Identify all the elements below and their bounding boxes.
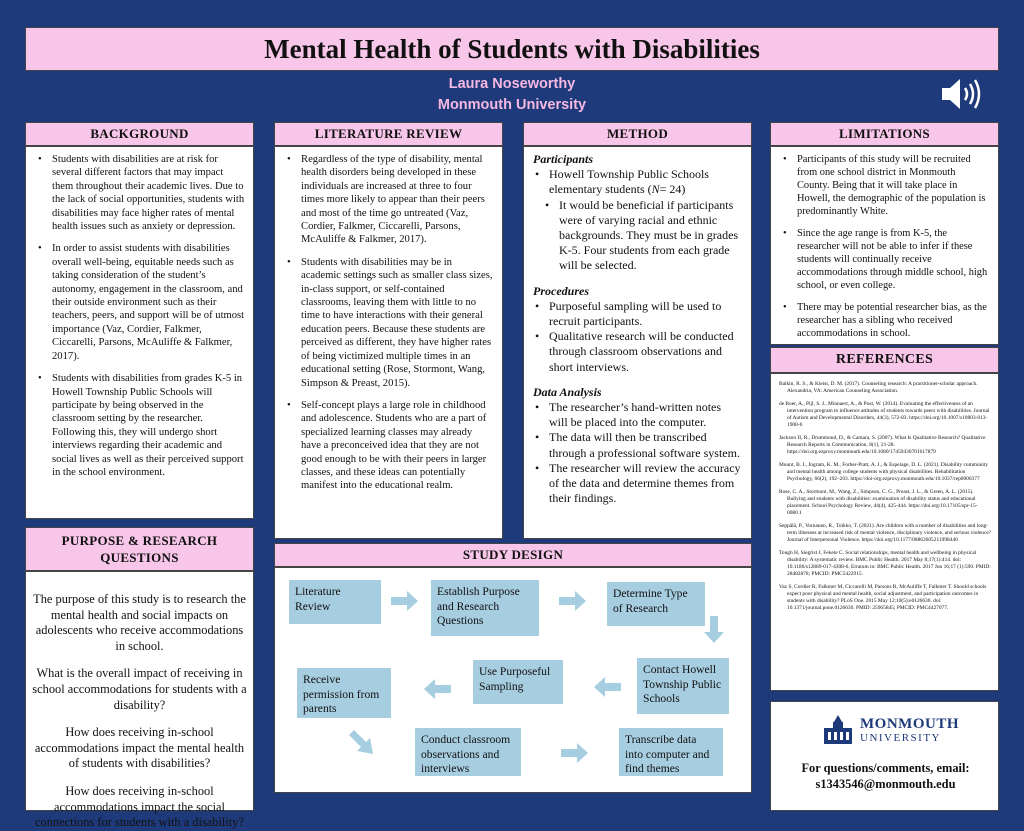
reference-entry: Rose, C. A., Stormont, M., Wang, Z., Simpson, C. G., Preast, J. L., & Green, A. L. (2015). Bullying and students with disabilities: examination of disability status and educational placement. School Psychology Review, 44(4), 425-444. https://doi.org/10.17105/spr-15-0080.1	[779, 489, 978, 516]
logo-subtitle: UNIVERSITY	[860, 731, 941, 744]
purpose-statement: The purpose of this study is to research the mental health and social impacts on adolescents who receive accommodations in school.	[33, 592, 246, 653]
flow-step-establish-purpose: Establish Purpose and Research Questions	[431, 580, 539, 636]
limitation-item: • Since the age range is from K-5, the researcher will not be able to infer if these students will continually receive accommodations through middle school, high school, or even college.	[779, 227, 990, 292]
procedures-item: • Purposeful sampling will be used to recruit participants.	[533, 299, 742, 329]
limitation-item: • There may be potential researcher bias, as the researcher has a sibling who received accommodations in school.	[779, 301, 990, 340]
reference-entry: de Boer, A., Pijl, S. J., Minnaert, A., & Post, W. (2014). Evaluating the effectiveness of an intervention program to influence attitudes of students towards peers with disabilities. Journal of Autism and Developmental Disorders, 44(3), 572-83. https://doi.org/10.1007/s10803-013-1908-6	[779, 401, 990, 428]
purpose-panel	[25, 571, 254, 830]
arrow-diagonal-icon	[347, 728, 375, 756]
reference-entry: Vaz S, Cordier R, Falkmer M, Ciccarelli M, Parsons R, McAuliffe T, Falkmer T. Should schools expect poor physical and mental health, social adjustment, and participation outcomes in students with disability? PLoS One. 2015 May 12;10(5):e0126630. doi: 10.1371/journal.pone.0126630. PMID: 25965845; PMCID: PMC4427077.	[779, 584, 987, 611]
arrow-right-icon	[391, 590, 419, 612]
reference-entry: Balkin, R. S., & Kleist, D. M. (2017). Counseling research: A practitioner-scholar approach. Alexandria, VA: American Counseling Association.	[779, 381, 978, 394]
author-name: Laura Noseworthy	[448, 76, 576, 92]
contact-email[interactable]: s1343546@monmouth.edu	[815, 777, 956, 791]
flow-step-parent-permission: Receive permission from parents	[297, 668, 391, 718]
analysis-item: • The researcher will review the accuracy of the data and determine themes from their findings.	[533, 461, 742, 507]
procedures-label: Procedures	[533, 283, 589, 298]
participants-subitem: • It would be beneficial if participants were of varying racial and ethnic backgrounds. They must be in grades K-5. Four students from each grade will be selected.	[533, 198, 742, 274]
limitations-heading: LIMITATIONS	[770, 122, 999, 146]
study-design-heading: STUDY DESIGN	[274, 543, 752, 567]
literature-item: • Students with disabilities may be in academic settings such as smaller class sizes, in-class support, or self-contained classrooms, leaving them with little to no time to have interactions with their general education peers. Because these students are perceived as different, they have higher rates of being victimized multiple times in an educational setting (Rose, Stormont, Wang, Simpson & Preast, 2015).	[283, 256, 494, 390]
reference-entry: Tough H, Siegrist J, Fekete C. Social relationships, mental health and wellbeing in physical disability: A systematic review. BMC Public Health. 2017 May 8;17(1):414. doi: 10.1186/s12889-017-4308-6. Erratum in: BMC Public Health. 2017 Jun 16;17 (1):590. PMID: 28482878; PMCID: PMC5422915.	[779, 550, 991, 577]
participants-item: • Howell Township Public Schools elementary students (N= 24)	[533, 167, 742, 197]
research-question: What is the overall impact of receiving in school accommodations for students with a disability?	[32, 666, 247, 712]
references-heading: REFERENCES	[770, 347, 999, 373]
background-item: • In order to assist students with disabilities overall well-being, equitable needs such as taking consideration of the student’s autonomy, engagement in the classroom, and their outside environment such as their teachers, peers, and support will be of utmost importance (Vaz, Cordier, Falkmer, Ciccarelli, Parsons, McAuliffe & Falkmer, 2017).	[34, 242, 245, 363]
poster-title: Mental Health of Students with Disabilities	[25, 27, 999, 71]
literature-item: • Self-concept plays a large role in childhood and adolescence. Students who are a part of specialized learning classes may already have a preconceived idea that they are not good enough to be with their peers in larger classes, and these ideas can potentially manifest into the educational realm.	[283, 399, 494, 493]
contact-panel	[770, 701, 999, 811]
flow-step-purposeful-sampling: Use Purposeful Sampling	[473, 660, 563, 704]
background-item: • Students with disabilities are at risk for several different factors that may impact them throughout their academic lives. Due to the lack of social opportunities, students with disabilities may face higher rates of mental health issues such as anxiety or depression.	[34, 153, 245, 233]
procedures-item: • Qualitative research will be conducted through classroom observations and short interviews.	[533, 329, 742, 375]
author-block	[0, 74, 1024, 116]
limitation-item: • Participants of this study will be recruited from one school district in Monmouth County. Being that it will take place in Howell, the demographic of the population is predominantly White.	[779, 153, 990, 218]
arrow-down-icon	[703, 616, 725, 644]
research-question: How does receiving in-school accommodations impact the mental health of students with disabilities?	[34, 725, 245, 771]
university-logo	[821, 714, 959, 746]
participants-label: Participants	[533, 152, 594, 166]
flow-step-contact-schools: Contact Howell Township Public Schools	[637, 658, 729, 714]
flow-step-conduct-observations: Conduct classroom observations and interviews	[415, 728, 521, 776]
references-panel	[770, 373, 999, 691]
arrow-left-icon	[593, 676, 621, 698]
method-heading: METHOD	[523, 122, 752, 146]
analysis-item: • The researcher’s hand-written notes will be placed into the computer.	[533, 400, 742, 430]
analysis-item: • The data will then be transcribed through a professional software system.	[533, 430, 742, 460]
research-question: How does receiving in-school accommodations impact the social connections for students with a disability?	[35, 783, 244, 830]
reference-entry: Jackson II, R., Drummond, D., & Camara, S. (2007). What Is Qualitative Research? Qualitative Research Reports in Communication, 8(1), 21-28. https://doi.org.ezproxy.monmouth.edu/10.1080/17459430701617879	[779, 435, 986, 455]
background-panel	[25, 146, 254, 519]
arrow-right-icon	[559, 590, 587, 612]
study-design-panel	[274, 567, 752, 793]
reference-entry: Mount, B. J., Ingram, K. M., Forber-Pratt, A. J., & Espelage, D. L. (2021). Disability community and mental health among college students with physical disabilities. Rehabilitation Psychology, 66(2), 192–203. https://doi-org.ezproxy.monmouth.edu/10.1037/rep0000377	[779, 462, 989, 482]
literature-heading: LITERATURE REVIEW	[274, 122, 503, 146]
limitations-panel	[770, 146, 999, 345]
institution-name: Monmouth University	[437, 97, 587, 113]
flow-step-literature-review: Literature Review	[289, 580, 381, 624]
flow-step-determine-type: Determine Type of Research	[607, 582, 705, 626]
background-heading: BACKGROUND	[25, 122, 254, 146]
reference-entry: Seppälä, P., Vornanen, R., Toikko, T. (2021). Are children with a number of disabilities and long-term illnesses at increased risk of mental violence, disciplinary violence, and serious violence? Journal of Interpersonal Violence. https://doi.org/10.1177/08862605211998440	[779, 523, 992, 543]
purpose-heading: PURPOSE & RESEARCH QUESTIONS	[25, 527, 254, 571]
method-panel	[523, 146, 752, 539]
background-item: • Students with disabilities from grades K-5 in Howell Township Public Schools will participate by being observed in the classroom setting by the researcher. Following this, they will undergo short interviews regarding their academic and social lives as well as their perceived support in the school environment.	[34, 372, 245, 479]
literature-item: • Regardless of the type of disability, mental health disorders being developed in these individuals are increased at three to four times more likely to appear than their peers and most of the time go untreated (Vaz, Cordier, Falkmer, Ciccarelli, Parsons, McAuliffe & Falkmer, 2017).	[283, 153, 494, 247]
university-building-icon	[821, 714, 855, 746]
arrow-right-icon	[561, 742, 589, 764]
arrow-left-icon	[423, 678, 451, 700]
flow-step-transcribe-data: Transcribe data into computer and find themes	[619, 728, 723, 776]
speaker-icon[interactable]	[938, 74, 988, 114]
analysis-label: Data Analysis	[533, 384, 602, 399]
contact-info	[771, 760, 1000, 792]
contact-text: For questions/comments, email:	[801, 761, 970, 775]
literature-panel	[274, 146, 503, 539]
logo-wordmark: MONMOUTH	[860, 715, 959, 732]
